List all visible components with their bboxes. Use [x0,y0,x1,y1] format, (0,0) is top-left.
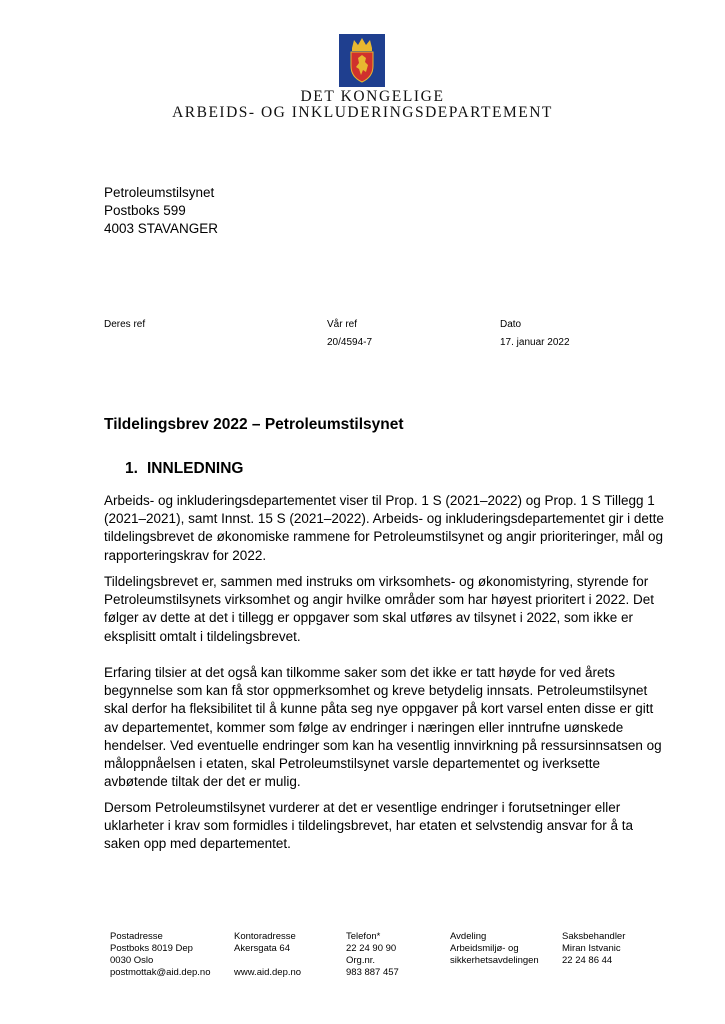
ministry-line-1: DET KONGELIGE [300,88,445,105]
footer-label: Kontoradresse [234,931,296,942]
footer-value: 22 24 86 44 [562,955,613,966]
footer-value: Arbeidsmiljø- og [450,943,519,954]
section-title: INNLEDNING [147,460,244,477]
ministry-line-2: ARBEIDS- OG INKLUDERINGSDEPARTEMENT [172,104,553,121]
paragraph: Arbeids- og inkluderingsdepartementet viser til Prop. 1 S (2021–2022) og Prop. 1 S Tillegg 1 (2021–2021), samt Innst. 15 S (2021–2022). Arbeids- og inkluderingsdepartementet gir i dette tildelingsbrevet de økonomiske rammene for Petroleumstilsynet og angir prioriteringer, mål og rapporteringskrav for 2022. [104,493,664,563]
footer-value: sikkerhetsavdelingen [450,955,539,966]
section-heading [125,460,243,478]
footer-office [234,931,301,979]
paragraph: Dersom Petroleumstilsynet vurderer at det er vesentlige endringer i forutsetninger eller uklarheter i krav som formidles i tildelingsbrevet, har etaten et selvstendig ansvar for å ta saken opp med departementet. [104,800,633,852]
dato-label: Dato [500,319,522,330]
var-ref-label: Vår ref [327,319,358,330]
footer-label: Avdeling [450,931,487,942]
footer-value: Org.nr. [346,955,376,966]
footer-value: Akersgata 64 [234,943,290,954]
footer-label: Saksbehandler [562,931,626,942]
recipient-box: Postboks 599 [104,203,186,218]
deres-ref-label: Deres ref [104,319,146,330]
footer-post [110,931,210,979]
footer-value: Postboks 8019 Dep [110,943,193,954]
recipient-address [104,184,218,238]
recipient-city: 4003 STAVANGER [104,221,219,236]
paragraph: Tildelingsbrevet er, sammen med instruks om virksomhets- og økonomistyring, styrende for Petroleumstilsynets virksomhet og angir hvilke områder som har høyest prioritert i 2022. Det følger av dette at det i tillegg er oppgaver som skal utføres av tilsynet i 2022, som ikke er eksplisitt omtalt i tildelingsbrevet. [104,574,654,644]
footer-website: www.aid.dep.no [234,967,302,978]
paragraph: Erfaring tilsier at det også kan tilkomme saker som det ikke er tatt høyde for ved årets begynnelse som kan få stor oppmerksomhet og kreve betydelig innsats. Petroleumstilsynet skal derfor ha fleksibilitet til å kunne påta seg nye oppgaver på kort varsel enten disse er gitt av departementet, kommer som følge av endringer i næringen eller inntrufne uønskede hendelser. Ved eventuelle endringer som kan ha vesentlig innvirkning på ressursinnsatsen og måloppnåelsen i etaten, skal Petroleumstilsynet varsle departementet og iverksette avbøtende tiltak der det er mulig. [104,665,662,790]
footer-value [234,955,301,967]
footer-label: Postadresse [110,931,163,942]
section-number: 1. [125,460,138,477]
footer-value: 0030 Oslo [110,955,154,966]
footer-phone [346,931,399,979]
footer-value: 983 887 457 [346,967,399,978]
footer-label: Telefon* [346,931,381,942]
letter-title: Tildelingsbrev 2022 – Petroleumstilsynet [104,416,404,433]
footer-department [450,931,539,967]
var-ref-value: 20/4594-7 [327,337,373,348]
footer-value: Miran Istvanic [562,943,621,954]
dato-value: 17. januar 2022 [500,337,570,348]
recipient-name: Petroleumstilsynet [104,185,215,200]
coat-of-arms-icon [339,34,385,87]
footer-value: 22 24 90 90 [346,943,397,954]
footer-email: postmottak@aid.dep.no [110,967,211,978]
footer-handler [562,931,625,967]
